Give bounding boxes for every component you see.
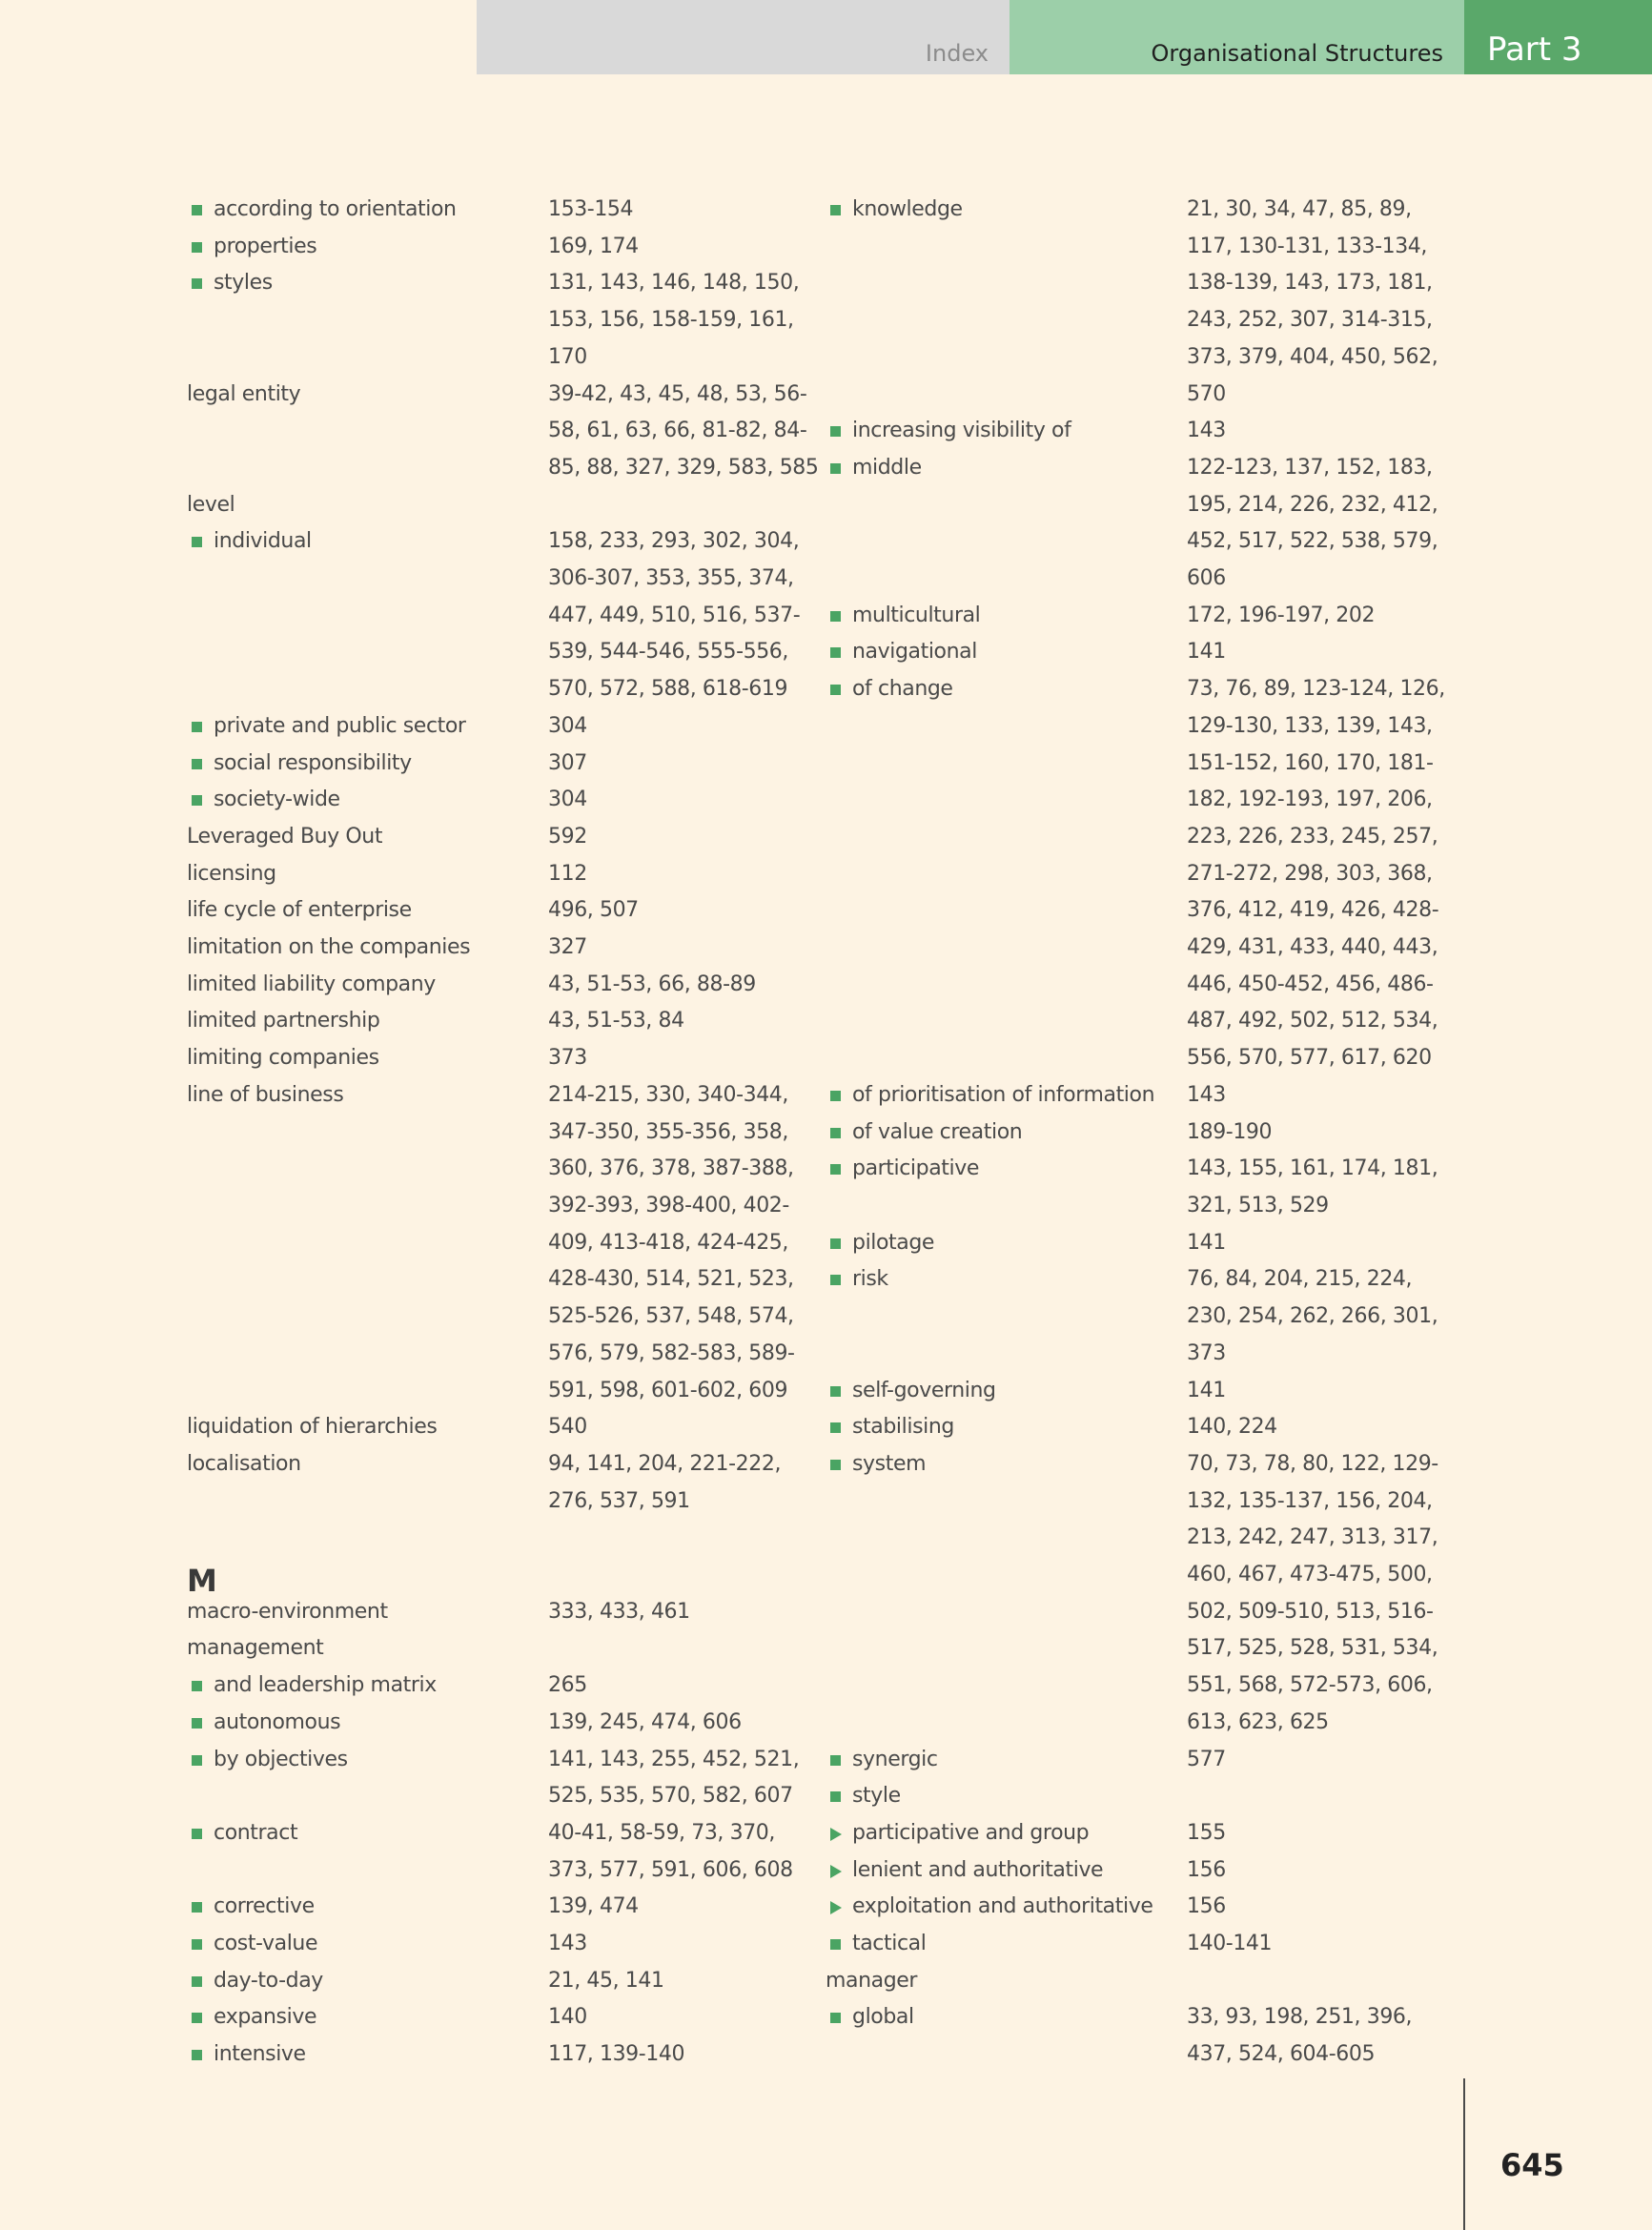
page-reference-line: 373, 379, 404, 450, 562, (1187, 344, 1438, 369)
page-reference-line: 592 (548, 824, 587, 849)
index-subterm: day-to-day (187, 1963, 548, 2000)
page-reference-line: 525, 535, 570, 582, 607 (548, 1784, 793, 1809)
footer-divider (1463, 2078, 1465, 2230)
index-entry (187, 1077, 845, 1409)
index-entry (187, 487, 845, 524)
page-references (1187, 1225, 1435, 1262)
page-references (548, 1963, 796, 2000)
index-subterm: knowledge (826, 192, 1187, 229)
index-subterm: increasing visibility of (826, 413, 1187, 450)
index-column-right (826, 192, 1493, 2074)
page-reference-line: 143 (1187, 1082, 1226, 1107)
page-reference-line: 131, 143, 146, 148, 150, (548, 271, 800, 296)
index-entry (187, 1409, 845, 1446)
index-entry (187, 1926, 845, 1963)
page-reference-line: 447, 449, 510, 516, 537- (548, 603, 801, 627)
page-reference-line: 33, 93, 198, 251, 396, (1187, 2005, 1413, 2030)
index-subterm: navigational (826, 634, 1187, 671)
page-references (548, 819, 796, 856)
page-reference-line: 43, 51-53, 66, 88-89 (548, 972, 756, 996)
page-reference-line: 525-526, 537, 548, 574, (548, 1304, 794, 1329)
page-reference-line: 376, 412, 419, 426, 428- (1187, 898, 1439, 923)
index-term: localisation (187, 1451, 301, 1476)
page-reference-line: 85, 88, 327, 329, 583, 585 (548, 455, 819, 480)
index-subterm: individual (187, 523, 548, 561)
page-reference-line: 156 (1187, 1857, 1226, 1882)
page-reference-line: 169, 174 (548, 234, 639, 258)
page-reference-line: 141 (1187, 1378, 1226, 1402)
page-reference-line: 143, 155, 161, 174, 181, (1187, 1156, 1438, 1181)
page-references (1187, 192, 1438, 413)
index-subterm: middle (826, 450, 1187, 487)
index-entry (187, 1667, 845, 1705)
page-reference-line: 452, 517, 522, 538, 579, (1187, 529, 1438, 554)
page-reference-line: 321, 513, 529 (1187, 1193, 1329, 1217)
index-term: management (187, 1636, 324, 1661)
page-reference-line: 276, 537, 591 (548, 1488, 690, 1513)
page-reference-line: 140 (548, 2005, 587, 2030)
index-column-left (187, 192, 845, 2074)
index-subterm: exploitation and authoritative (826, 1889, 1187, 1926)
page-references (548, 1409, 796, 1446)
index-entry (187, 1040, 845, 1077)
index-subterm: of value creation (826, 1115, 1187, 1152)
page-reference-line: 360, 376, 378, 387-388, (548, 1156, 794, 1181)
page-reference-line: 307 (548, 750, 587, 775)
page-reference-line: 570, 572, 588, 618-619 (548, 677, 788, 702)
index-entry (187, 1630, 845, 1667)
index-entry (826, 1077, 1493, 1115)
index-entry (826, 1446, 1493, 1742)
index-entry (187, 930, 845, 967)
page-reference-line: 70, 73, 78, 80, 122, 129- (1187, 1451, 1438, 1476)
index-subterm: of prioritisation of information (826, 1077, 1187, 1115)
page-reference-line: 265 (548, 1673, 587, 1698)
header-index-label: Index (925, 40, 989, 67)
page-references (1187, 1115, 1435, 1152)
index-term: limited partnership (187, 1009, 380, 1033)
page-references (548, 1667, 796, 1705)
page-reference-line: 143 (548, 1932, 587, 1956)
index-term: legal entity (187, 381, 301, 406)
page-number: 645 (1500, 2147, 1564, 2183)
index-entry (187, 265, 845, 376)
page-reference-line: 158, 233, 293, 302, 304, (548, 529, 800, 554)
page-references (548, 1999, 796, 2036)
page-references (548, 1705, 796, 1742)
index-entry (187, 229, 845, 266)
page-reference-line: 517, 525, 528, 531, 534, (1187, 1636, 1438, 1661)
index-subterm: tactical (826, 1926, 1187, 1963)
index-entry (826, 1926, 1493, 1963)
index-entry (187, 856, 845, 893)
page-reference-line: 551, 568, 572-573, 606, (1187, 1673, 1433, 1698)
index-entry (187, 377, 845, 487)
page-reference-line: 189-190 (1187, 1119, 1273, 1144)
index-subterm: properties (187, 229, 548, 266)
index-subterm: multicultural (826, 598, 1187, 635)
page-references (1187, 1077, 1435, 1115)
page-reference-line: 153, 156, 158-159, 161, (548, 308, 794, 333)
page-references (1187, 1446, 1438, 1742)
page-references (548, 377, 819, 487)
index-term: limited liability company (187, 972, 436, 996)
index-entry (187, 1999, 845, 2036)
page-reference-line: 39-42, 43, 45, 48, 53, 56- (548, 381, 807, 406)
page-references (548, 1926, 796, 1963)
page-references (548, 1040, 796, 1077)
index-entry (187, 708, 845, 746)
index-entry (826, 1373, 1493, 1410)
index-entry (826, 1742, 1493, 1779)
index-subterm: styles (187, 265, 548, 302)
page-references (1187, 1889, 1435, 1926)
index-term: limiting companies (187, 1046, 379, 1071)
page-reference-line: 304 (548, 713, 587, 738)
index-entry (187, 2036, 845, 2074)
page-reference-line: 606 (1187, 566, 1226, 591)
page-reference-line: 156 (1187, 1894, 1226, 1919)
page-reference-line: 21, 45, 141 (548, 1968, 664, 1993)
page-references (548, 746, 796, 783)
index-subterm: by objectives (187, 1742, 548, 1779)
index-subterm: lenient and authoritative (826, 1852, 1187, 1890)
page-references (548, 1446, 796, 1520)
page-references (548, 1742, 800, 1815)
page-references (548, 1815, 796, 1889)
index-entry (826, 1815, 1493, 1852)
page-reference-line: 392-393, 398-400, 402- (548, 1193, 789, 1217)
page-reference-line: 223, 226, 233, 245, 257, (1187, 824, 1438, 849)
page-reference-line: 73, 76, 89, 123-124, 126, (1187, 677, 1445, 702)
index-entry (187, 746, 845, 783)
index-entry (187, 1594, 845, 1631)
page-reference-line: 373 (1187, 1340, 1226, 1365)
index-entry (826, 1115, 1493, 1152)
index-subterm: society-wide (187, 782, 548, 819)
page-references (1187, 450, 1438, 598)
page-references (1187, 1815, 1435, 1852)
index-subterm: risk (826, 1261, 1187, 1299)
index-entry (826, 598, 1493, 635)
page-references (1187, 671, 1445, 1077)
page-references (548, 892, 796, 930)
page-reference-line: 172, 196-197, 202 (1187, 603, 1376, 627)
page-reference-line: 613, 623, 625 (1187, 1709, 1329, 1734)
page-reference-line: 139, 474 (548, 1894, 639, 1919)
index-entry (187, 1815, 845, 1889)
page-reference-line: 347-350, 355-356, 358, (548, 1119, 788, 1144)
page-reference-line: 122-123, 137, 152, 183, (1187, 455, 1433, 480)
index-entry (826, 671, 1493, 1077)
index-subterm: corrective (187, 1889, 548, 1926)
page-references (1187, 413, 1435, 450)
page-reference-line: 556, 570, 577, 617, 620 (1187, 1046, 1432, 1071)
page-references (1187, 1151, 1438, 1224)
page-reference-line: 429, 431, 433, 440, 443, (1187, 935, 1438, 960)
page-references (1187, 598, 1435, 635)
page-reference-line: 182, 192-193, 197, 206, (1187, 788, 1433, 812)
index-subterm: intensive (187, 2036, 548, 2074)
page-reference-line: 141 (1187, 640, 1226, 665)
index-subterm: pilotage (826, 1225, 1187, 1262)
page-reference-line: 409, 413-418, 424-425, (548, 1230, 788, 1255)
index-subterm: cost-value (187, 1926, 548, 1963)
page-reference-line: 373 (548, 1046, 587, 1071)
section-letter: M (187, 1563, 217, 1599)
page-references (548, 967, 796, 1004)
page-reference-line: 143 (1187, 419, 1226, 443)
page-reference-line: 117, 130-131, 133-134, (1187, 234, 1427, 258)
page-references (1187, 1742, 1435, 1779)
index-subterm: system (826, 1446, 1187, 1483)
page-reference-line: 43, 51-53, 84 (548, 1009, 684, 1033)
index-entry (826, 1151, 1493, 1224)
page-references (548, 1889, 796, 1926)
index-term: life cycle of enterprise (187, 898, 412, 923)
page-reference-line: 195, 214, 226, 232, 412, (1187, 492, 1438, 517)
page-reference-line: 153-154 (548, 197, 634, 221)
index-entry (187, 892, 845, 930)
header-section-tab (1010, 0, 1464, 74)
page-references (1187, 1373, 1435, 1410)
index-entry (826, 413, 1493, 450)
index-entry (187, 1889, 845, 1926)
index-entry (187, 1705, 845, 1742)
page-references (548, 192, 796, 229)
index-entry (187, 1446, 845, 1520)
index-subterm: stabilising (826, 1409, 1187, 1446)
header-section-label: Organisational Structures (1151, 40, 1443, 67)
page-reference-line: 170 (548, 344, 587, 369)
index-subterm: social responsibility (187, 746, 548, 783)
index-entry (826, 1261, 1493, 1372)
index-subterm: global (826, 1999, 1187, 2036)
index-term: licensing (187, 861, 276, 886)
index-entry (187, 819, 845, 856)
page-reference-line: 139, 245, 474, 606 (548, 1709, 742, 1734)
index-subterm: contract (187, 1815, 548, 1852)
page-reference-line: 333, 433, 461 (548, 1599, 690, 1624)
page-reference-line: 213, 242, 247, 313, 317, (1187, 1525, 1438, 1550)
index-term: liquidation of hierarchies (187, 1415, 438, 1440)
page-reference-line: 502, 509-510, 513, 516- (1187, 1599, 1434, 1624)
index-term: Leveraged Buy Out (187, 824, 383, 849)
page-reference-line: 428-430, 514, 521, 523, (548, 1267, 794, 1292)
page-reference-line: 214-215, 330, 340-344, (548, 1082, 788, 1107)
page-reference-line: 155 (1187, 1820, 1226, 1845)
page-references (548, 229, 796, 266)
index-entry (826, 1409, 1493, 1446)
index-subterm: autonomous (187, 1705, 548, 1742)
header-part-label: Part 3 (1487, 31, 1582, 69)
index-entry (826, 1852, 1493, 1890)
page-references (548, 708, 796, 746)
index-subterm: expansive (187, 1999, 548, 2036)
index-term: macro-environment (187, 1599, 388, 1624)
page-reference-line: 76, 84, 204, 215, 224, (1187, 1267, 1413, 1292)
page-references (548, 2036, 796, 2074)
page-reference-line: 460, 467, 473-475, 500, (1187, 1563, 1433, 1587)
page-references (548, 1077, 796, 1409)
page-references (1187, 1852, 1435, 1890)
page-reference-line: 140, 224 (1187, 1415, 1277, 1440)
header-index-tab (477, 0, 1010, 74)
page-reference-line: 327 (548, 935, 587, 960)
index-term: limitation on the companies (187, 935, 471, 960)
page-reference-line: 373, 577, 591, 606, 608 (548, 1857, 793, 1882)
page-references (1187, 634, 1435, 671)
page-reference-line: 591, 598, 601-602, 609 (548, 1378, 788, 1402)
index-entry (826, 1225, 1493, 1262)
page-reference-line: 112 (548, 861, 587, 886)
index-subterm: self-governing (826, 1373, 1187, 1410)
index-entry (187, 523, 845, 708)
page-references (548, 265, 800, 376)
page-reference-line: 40-41, 58-59, 73, 370, (548, 1820, 775, 1845)
page-reference-line: 230, 254, 262, 266, 301, (1187, 1304, 1438, 1329)
page-reference-line: 140-141 (1187, 1932, 1273, 1956)
page-references (1187, 1409, 1435, 1446)
index-entry (826, 1999, 1493, 2073)
page-reference-line: 141, 143, 255, 452, 521, (548, 1747, 800, 1771)
page-reference-line: 576, 579, 582-583, 589- (548, 1340, 795, 1365)
page-reference-line: 271-272, 298, 303, 368, (1187, 861, 1433, 886)
index-entry (826, 450, 1493, 598)
page-references (1187, 1999, 1435, 2073)
index-entry (187, 967, 845, 1004)
page-reference-line: 437, 524, 604-605 (1187, 2042, 1376, 2067)
index-entry (187, 782, 845, 819)
index-subterm: according to orientation (187, 192, 548, 229)
spacer (187, 1520, 845, 1557)
page-reference-line: 306-307, 353, 355, 374, (548, 566, 794, 591)
page-reference-line: 577 (1187, 1747, 1226, 1771)
page-references (548, 930, 796, 967)
index-entry (826, 192, 1493, 413)
index-entry (187, 1963, 845, 2000)
index-entry (826, 634, 1493, 671)
page-reference-line: 496, 507 (548, 898, 639, 923)
index-subterm: synergic (826, 1742, 1187, 1779)
index-subterm: participative and group (826, 1815, 1187, 1852)
page-reference-line: 540 (548, 1415, 587, 1440)
page-reference-line: 58, 61, 63, 66, 81-82, 84- (548, 419, 807, 443)
index-subterm: private and public sector (187, 708, 548, 746)
index-subterm: participative (826, 1151, 1187, 1188)
index-entry (187, 192, 845, 229)
index-entry (187, 1742, 845, 1815)
page-reference-line: 487, 492, 502, 512, 534, (1187, 1009, 1438, 1033)
page-reference-line: 141 (1187, 1230, 1226, 1255)
index-subterm: and leadership matrix (187, 1667, 548, 1705)
index-term: level (187, 492, 235, 517)
page-reference-line: 132, 135-137, 156, 204, (1187, 1488, 1433, 1513)
page-references (548, 523, 801, 708)
page-references (548, 1003, 796, 1040)
page-reference-line: 446, 450-452, 456, 486- (1187, 972, 1434, 996)
index-term: manager (826, 1968, 918, 1993)
page-reference-line: 570 (1187, 381, 1226, 406)
page-references (1187, 1926, 1435, 1963)
index-subterm: of change (826, 671, 1187, 708)
page-reference-line: 138-139, 143, 173, 181, (1187, 271, 1433, 296)
page-references (548, 856, 796, 893)
page-reference-line: 243, 252, 307, 314-315, (1187, 308, 1433, 333)
index-entry (826, 1963, 1493, 2000)
page-reference-line: 304 (548, 788, 587, 812)
index-entry (187, 1003, 845, 1040)
page-reference-line: 129-130, 133, 139, 143, (1187, 713, 1433, 738)
index-entry (826, 1889, 1493, 1926)
page-reference-line: 151-152, 160, 170, 181- (1187, 750, 1434, 775)
page-references (1187, 1261, 1438, 1372)
index-subterm: style (826, 1778, 1187, 1815)
page-reference-line: 539, 544-546, 555-556, (548, 640, 788, 665)
page-reference-line: 21, 30, 34, 47, 85, 89, (1187, 197, 1412, 221)
page-references (548, 782, 796, 819)
index-entry (826, 1778, 1493, 1815)
page-references (548, 1594, 796, 1631)
header-part-tab (1464, 0, 1652, 74)
index-term: line of business (187, 1082, 344, 1107)
page-reference-line: 94, 141, 204, 221-222, (548, 1451, 782, 1476)
page-reference-line: 117, 139-140 (548, 2042, 685, 2067)
